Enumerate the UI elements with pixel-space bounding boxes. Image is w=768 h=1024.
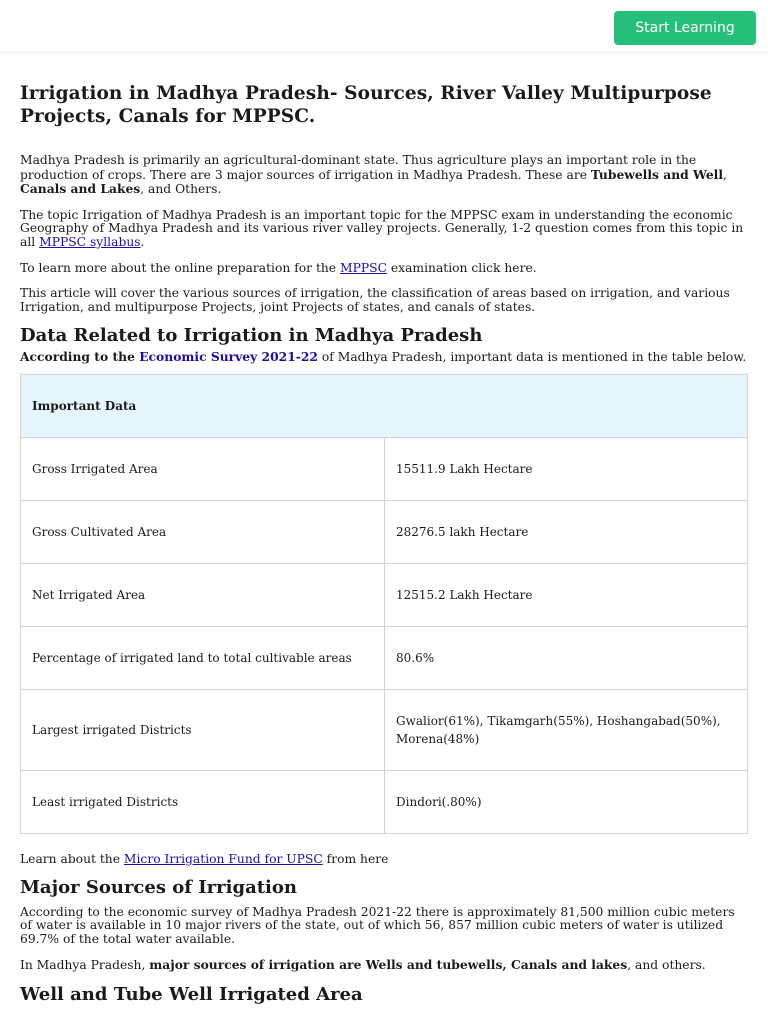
coverage-paragraph: This article will cover the various sources of irrigation, the classification of areas based on irrigation, and various Irrigation, and multipurpose Projects, joint Projects of states, and canals of states. [20,286,730,314]
learn-more-text-end: examination click here. [386,260,537,275]
article-title: Irrigation in Madhya Pradesh- Sources, River Valley Multipurpose Projects, Canals for MPPSC. [20,83,712,127]
micro-irrigation-fund-link[interactable]: Micro Irrigation Fund for UPSC [123,851,323,866]
row-label: Gross Irrigated Area [21,437,385,500]
table-row [21,437,748,500]
row-label: Largest irrigated Districts [21,689,385,770]
learn-more-paragraph [20,262,748,276]
table-header-row [21,374,748,437]
table-row [21,500,748,563]
economic-survey-link[interactable]: Economic Survey 2021-22 [139,349,318,365]
table-row [21,770,748,833]
learn-more-text: To learn more about the online preparation for the [20,260,340,275]
micro-fund-paragraph [20,853,748,867]
sources-bold: major sources of irrigation are Wells and tubewells, Canals and lakes [149,957,628,973]
intro-bold-wells: Tubewells and Well [590,166,723,182]
data-section-heading: Data Related to Irrigation in Madhya Pradesh [20,325,483,347]
sources-paragraph [20,958,748,973]
row-value: 12515.2 Lakh Hectare [385,563,748,626]
intro-text-end: , and Others. [140,182,222,197]
row-value: Gwalior(61%), Tikamgarh(55%), Hoshangabad(50%), Morena(48%) [385,689,748,770]
mppsc-syllabus-link[interactable]: MPPSC syllabus [39,234,141,249]
start-learning-button[interactable]: Start Learning [614,11,756,45]
intro-text: Madhya Pradesh is primarily an agricultural-dominant state. Thus agriculture plays an important role in the production of crops. There are 3 major sources of irrigation in Madhya Pradesh. These are [20,153,697,182]
intro-bold-canals: Canals and Lakes [20,181,141,197]
sources-text-end: , and others. [627,958,706,973]
row-label: Gross Cultivated Area [21,500,385,563]
micro-fund-text: Learn about the [20,851,124,866]
table-header-cell: Important Data [21,374,748,437]
intro-paragraph [20,154,748,197]
top-bar [0,0,768,53]
article [20,82,748,1006]
row-value: 28276.5 lakh Hectare [385,500,748,563]
important-data-table [20,374,748,834]
topic-paragraph [20,209,748,250]
row-value: 80.6% [385,626,748,689]
well-section-heading: Well and Tube Well Irrigated Area [20,983,363,1005]
micro-fund-text-end: from here [322,851,389,866]
row-label: Least irrigated Districts [21,770,385,833]
lead-rest: of Madhya Pradesh, important data is mentioned in the table below. [317,350,747,365]
topic-end: . [140,234,145,249]
topic-text: The topic Irrigation of Madhya Pradesh is an important topic for the MPPSC exam in understanding the economic Geography of Madhya Pradesh and its various river valley projects. Generally, 1-2 question comes from this topic in all [20,207,744,249]
sources-section-heading: Major Sources of Irrigation [20,876,297,898]
intro-separator: , [723,167,727,182]
survey-paragraph: According to the economic survey of Madhya Pradesh 2021-22 there is approximately 81,500 million cubic meters of water is available in 10 major rivers of the state, out of which 56, 857 million cubic meters of water is utilized 69.7% of the total water available. [20,904,735,946]
row-value: Dindori(.80%) [385,770,748,833]
mppsc-link[interactable]: MPPSC [340,260,387,275]
data-lead-paragraph [20,350,748,365]
sources-text: In Madhya Pradesh, [20,958,150,973]
table-row [21,689,748,770]
lead-bold: According to the [20,349,140,365]
row-label: Net Irrigated Area [21,563,385,626]
row-label: Percentage of irrigated land to total cultivable areas [21,626,385,689]
table-row [21,563,748,626]
row-value: 15511.9 Lakh Hectare [385,437,748,500]
table-row [21,626,748,689]
